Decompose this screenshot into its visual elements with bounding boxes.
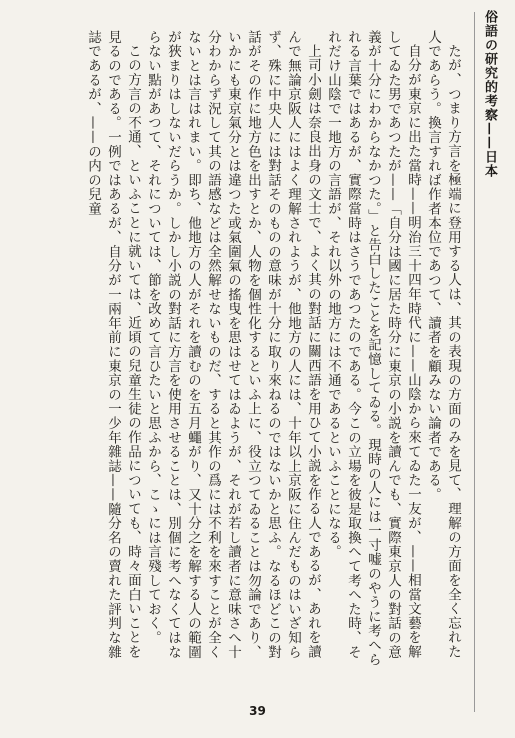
header-rule [474,12,475,712]
page-number: 39 [249,704,266,718]
body-text [23,30,463,670]
paragraph: 上司小劍は奈良出身の文士で、よく其の對話に關西語を用ひて小説を作る人であるが、あれを讀んで無論京阪人にはよく理解されようが、他地方の人には、十年以上京阪に住んだものはいざ知らず、殊に中央人には對話そのものの意味が十分に取り來ねるのではないかと思ふ。なるほどこの對話がその作に地方色を出すとか、人物を個性化するといふ上に、役立つてゐることは勿論であり、いかにも東京氣分とは違つた或氣圍氣の搖曳を思はせてはゐようが、それが若し讀者に意味さへ十分わからず況して其の語感などは全然解せないものだ、すると其作の爲には不利を來すことが全くないとは言はれまい。即ち、他地方の人がそれを讀むのを五月蠅がり、又十分之を解する人の範圍が狹まりはしないだらうか。しかし小説の對話に方言を使用させることは、別個に考へなくてはならない點があつて、それについては、節を改めて言ひたいと思ふから、こゝには言殘しておく。 [145,30,321,660]
paragraph: この方言の不通、といふことに就いては、近頃の兒童生徒の作品についても、時々面白いことを見るのである。一例ではあるが、自分が一兩年前に東京の一少年雜誌——隨分名の賣れた評判な雜誌であるが、——の内の兒童 [85,30,141,660]
paragraph: たが、つまり方言を極端に登用する人は、其の表現の方面のみを見て、理解の方面を全く忘れた人であらう。換言すれば作者本位であつて、讀者を顧みない論者である。 [425,30,461,659]
running-header: 俗語の研究的考察——日本 [482,10,497,178]
paragraph: 自分が東京に出た當時——明治三十四年時代に——山陰から來てゐた一友が、——相當文藝を解してゐた男であつたが——「自分は國に居た時分に東京の小説を讀んでも、實際東京人の對話の意義が十分にわからなかつた。」と告白したことを記憶してゐる。現時の人には一寸嘘のやうに考へられる言葉ではあるが、實際當時はさうであつたのである。今この立場を彼是取換へて考へた時、それだけ山陰で一地方の言語が、それ以外の地方には不通であるといふことになる。 [325,30,421,667]
